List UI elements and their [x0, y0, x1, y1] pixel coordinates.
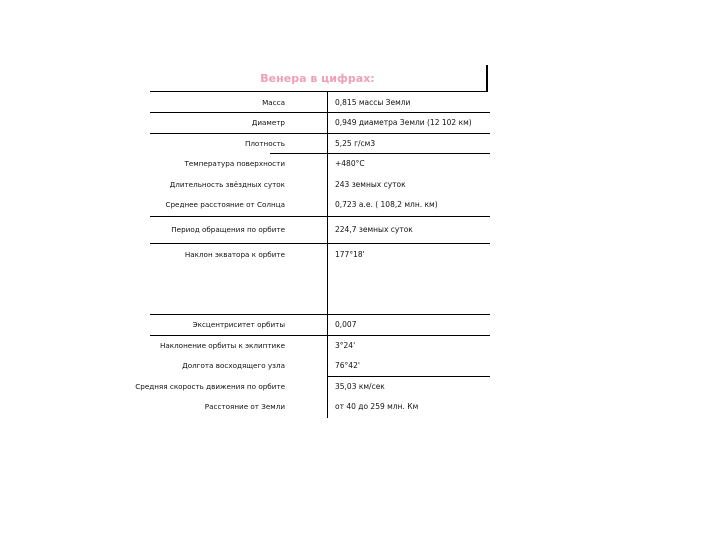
slide-title: Венера в цифрах: — [260, 72, 375, 85]
row-value: 76°42' — [335, 361, 360, 370]
row-label: Средняя скорость движения по орбите — [135, 382, 285, 391]
row-label: Эксцентриситет орбиты — [192, 320, 285, 329]
row-label: Плотность — [244, 139, 285, 148]
row-value: от 40 до 259 млн. Км — [335, 402, 419, 411]
row-value: 243 земных суток — [335, 180, 406, 189]
row-label: Масса — [262, 98, 285, 107]
row-value: 0,007 — [335, 320, 357, 329]
row-value: 224,7 земных суток — [335, 225, 413, 234]
row-divider — [328, 376, 490, 377]
row-label: Температура поверхности — [184, 159, 285, 168]
column-divider — [327, 92, 328, 418]
row-value: 0,723 а.е. ( 108,2 млн. км) — [335, 200, 438, 209]
title-corner-bar — [486, 65, 488, 92]
row-label: Диаметр — [251, 118, 285, 127]
row-value: 5,25 г/см3 — [335, 139, 376, 148]
row-value: +480°С — [335, 159, 365, 168]
row-value: 0,815 массы Земли — [335, 98, 411, 107]
title-underline — [150, 91, 487, 92]
row-label: Длительность звёздных суток — [169, 180, 285, 189]
row-divider — [270, 153, 490, 154]
row-divider — [150, 243, 490, 244]
row-divider — [150, 112, 490, 113]
row-value: 35,03 км/сек — [335, 382, 385, 391]
row-divider — [150, 216, 490, 217]
row-divider — [150, 335, 490, 336]
row-label: Расстояние от Земли — [204, 402, 285, 411]
row-value: 0,949 диаметра Земли (12 102 км) — [335, 118, 472, 127]
row-label: Наклонение орбиты к эклиптике — [159, 341, 285, 350]
row-label: Период обращения по орбите — [171, 225, 285, 234]
row-divider — [150, 314, 490, 315]
row-label: Наклон экватора к орбите — [184, 250, 285, 259]
row-value: 177°18' — [335, 250, 365, 259]
row-divider — [150, 133, 490, 134]
row-label: Долгота восходящего узла — [182, 361, 285, 370]
row-value: 3°24' — [335, 341, 356, 350]
row-label: Среднее расстояние от Солнца — [165, 200, 285, 209]
